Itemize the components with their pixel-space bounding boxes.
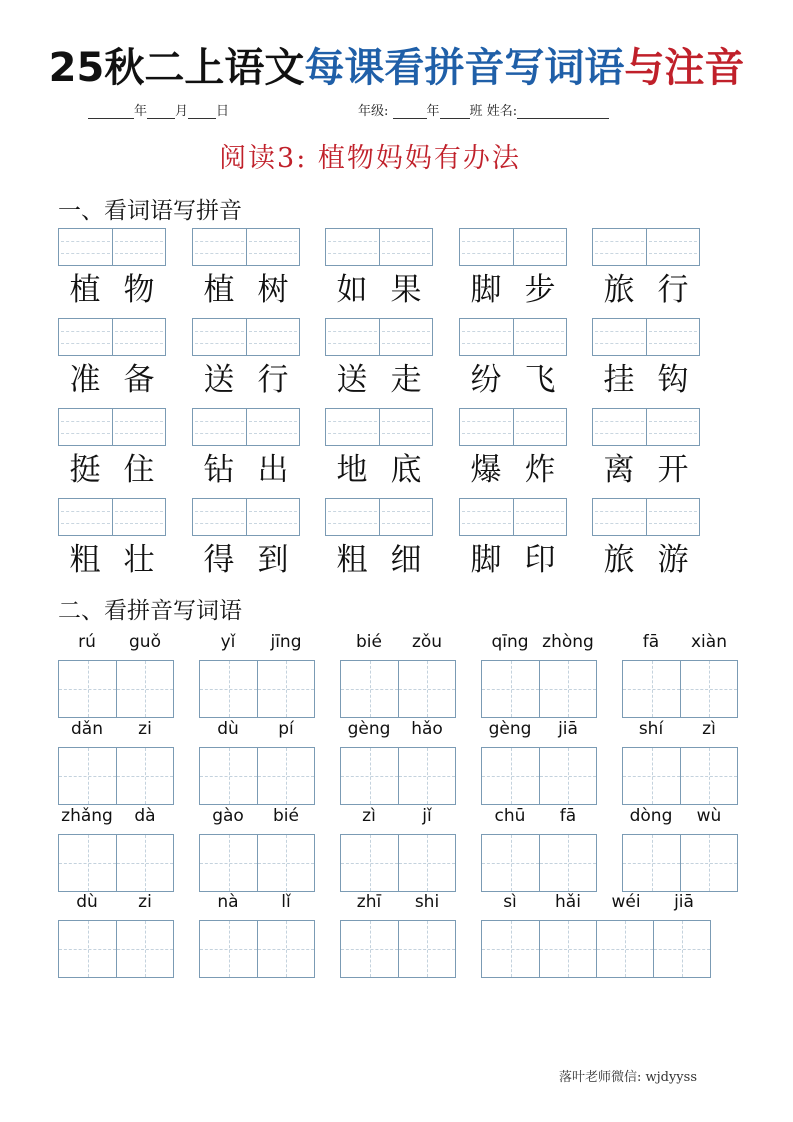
pinyin-syllable: wéi	[611, 892, 641, 912]
character-writing-cell[interactable]	[539, 748, 596, 804]
pinyin-syllable: chū	[494, 806, 526, 826]
word-character: 旅	[603, 542, 635, 578]
pinyin-syllable: rú	[78, 632, 96, 652]
word-character: 炸	[524, 452, 556, 488]
character-writing-cell[interactable]	[653, 921, 710, 977]
name-label: 姓名:	[486, 104, 518, 119]
pinyin-answer-box[interactable]	[459, 318, 567, 356]
pinyin-answer-cell[interactable]	[513, 229, 567, 265]
pinyin-prompt	[481, 719, 597, 739]
pinyin-answer-cell[interactable]	[193, 409, 246, 445]
pinyin-answer-cell[interactable]	[326, 409, 379, 445]
pinyin-answer-cell[interactable]	[379, 409, 433, 445]
character-answer-box[interactable]	[199, 834, 315, 892]
character-writing-cell[interactable]	[341, 661, 398, 717]
pinyin-answer-cell[interactable]	[593, 409, 646, 445]
pinyin-answer-box[interactable]	[325, 318, 433, 356]
section-1-heading: 一、看词语写拼音	[58, 198, 242, 224]
word-character: 挺	[69, 452, 101, 488]
pinyin-syllable: gào	[212, 806, 244, 826]
pinyin-prompt	[622, 719, 738, 739]
section-2-heading: 二、看拼音写词语	[58, 598, 242, 624]
pinyin-answer-cell[interactable]	[112, 409, 166, 445]
pinyin-syllable: zi	[138, 892, 152, 912]
word-character: 行	[657, 272, 689, 308]
word-character: 到	[257, 542, 289, 578]
character-answer-box[interactable]	[58, 747, 174, 805]
footer-contact: 落叶老师微信: wjdyyss	[558, 1070, 697, 1085]
pinyin-syllable: hǎi	[555, 892, 581, 912]
pinyin-prompt	[58, 719, 174, 739]
pinyin-answer-cell[interactable]	[59, 409, 112, 445]
character-answer-box[interactable]	[340, 920, 456, 978]
character-answer-box[interactable]	[622, 747, 738, 805]
pinyin-prompt	[199, 719, 315, 739]
character-writing-cell[interactable]	[482, 661, 539, 717]
character-answer-box[interactable]	[199, 920, 315, 978]
pinyin-prompt	[622, 806, 738, 826]
pinyin-syllable: zi	[138, 719, 152, 739]
pinyin-syllable: shi	[414, 892, 440, 912]
character-writing-cell[interactable]	[539, 921, 596, 977]
character-answer-box[interactable]	[199, 660, 315, 718]
lesson-title: 阅读3: 植物妈妈有办法	[219, 143, 521, 174]
pinyin-answer-cell[interactable]	[379, 319, 433, 355]
pinyin-answer-box[interactable]	[459, 408, 567, 446]
pinyin-answer-cell[interactable]	[646, 409, 700, 445]
pinyin-answer-cell[interactable]	[59, 319, 112, 355]
pinyin-answer-cell[interactable]	[246, 409, 300, 445]
character-answer-box[interactable]	[340, 834, 456, 892]
word-character: 地	[336, 452, 368, 488]
pinyin-syllable: bié	[356, 632, 382, 652]
pinyin-syllable: zì	[362, 806, 376, 826]
character-answer-box[interactable]	[481, 660, 597, 718]
word	[459, 270, 567, 310]
character-writing-cell[interactable]	[596, 921, 653, 977]
word-character: 开	[657, 452, 689, 488]
pinyin-syllable: jiā	[674, 892, 694, 912]
word-character: 游	[657, 542, 689, 578]
pinyin-syllable: jīng	[270, 632, 302, 652]
pinyin-prompt	[58, 632, 174, 652]
character-answer-box[interactable]	[58, 660, 174, 718]
pinyin-answer-cell[interactable]	[112, 229, 166, 265]
character-writing-cell[interactable]	[59, 921, 116, 977]
character-writing-cell[interactable]	[116, 661, 173, 717]
word	[325, 450, 433, 490]
pinyin-answer-cell[interactable]	[112, 499, 166, 535]
pinyin-answer-cell[interactable]	[646, 319, 700, 355]
pinyin-prompt	[58, 806, 174, 826]
pinyin-answer-cell[interactable]	[646, 229, 700, 265]
pinyin-syllable: dù	[76, 892, 98, 912]
word-character: 送	[203, 362, 235, 398]
pinyin-answer-cell[interactable]	[460, 229, 513, 265]
pinyin-prompt	[340, 719, 456, 739]
word-character: 脚	[470, 542, 502, 578]
pinyin-prompt	[340, 632, 456, 652]
word-character: 钻	[203, 452, 235, 488]
character-writing-cell[interactable]	[257, 921, 314, 977]
pinyin-answer-box[interactable]	[192, 228, 300, 266]
pinyin-syllable: yǐ	[220, 632, 236, 652]
character-writing-cell[interactable]	[200, 661, 257, 717]
word	[192, 360, 300, 400]
character-writing-cell[interactable]	[200, 748, 257, 804]
character-writing-cell[interactable]	[257, 661, 314, 717]
character-answer-box[interactable]	[199, 747, 315, 805]
character-writing-cell[interactable]	[116, 748, 173, 804]
pinyin-syllable: sì	[503, 892, 517, 912]
word	[592, 450, 700, 490]
pinyin-syllable: dà	[134, 806, 156, 826]
pinyin-answer-cell[interactable]	[59, 499, 112, 535]
character-answer-box[interactable]	[622, 660, 738, 718]
character-writing-cell[interactable]	[680, 835, 737, 891]
word-character: 飞	[524, 362, 556, 398]
date-day-label: 日	[216, 104, 230, 119]
word-character: 行	[257, 362, 289, 398]
word-character: 纷	[470, 362, 502, 398]
class-label: 班	[469, 104, 483, 119]
character-writing-cell[interactable]	[482, 921, 539, 977]
pinyin-syllable: dù	[217, 719, 239, 739]
character-answer-box[interactable]	[340, 660, 456, 718]
character-writing-cell[interactable]	[341, 835, 398, 891]
pinyin-answer-cell[interactable]	[379, 229, 433, 265]
character-writing-cell[interactable]	[539, 661, 596, 717]
character-writing-cell[interactable]	[116, 835, 173, 891]
page-title	[0, 36, 793, 93]
pinyin-answer-box[interactable]	[325, 408, 433, 446]
pinyin-answer-cell[interactable]	[513, 319, 567, 355]
word-character: 出	[257, 452, 289, 488]
pinyin-answer-box[interactable]	[192, 498, 300, 536]
pinyin-prompt	[199, 892, 315, 912]
word-character: 粗	[336, 542, 368, 578]
character-writing-cell[interactable]	[539, 835, 596, 891]
word	[459, 540, 567, 580]
character-writing-cell[interactable]	[116, 921, 173, 977]
pinyin-answer-box[interactable]	[58, 318, 166, 356]
pinyin-answer-cell[interactable]	[112, 319, 166, 355]
word-character: 物	[123, 272, 155, 308]
word	[192, 270, 300, 310]
pinyin-syllable: zhī	[356, 892, 382, 912]
grade-blank[interactable]	[393, 104, 427, 119]
character-writing-cell[interactable]	[398, 661, 455, 717]
pinyin-answer-box[interactable]	[325, 228, 433, 266]
pinyin-prompt	[199, 632, 315, 652]
word-character: 钩	[657, 362, 689, 398]
pinyin-answer-box[interactable]	[325, 498, 433, 536]
word-character: 印	[524, 542, 556, 578]
pinyin-syllable: gèng	[488, 719, 532, 739]
pinyin-answer-cell[interactable]	[593, 499, 646, 535]
character-writing-cell[interactable]	[680, 661, 737, 717]
pinyin-answer-cell[interactable]	[246, 319, 300, 355]
pinyin-answer-cell[interactable]	[59, 229, 112, 265]
pinyin-answer-box[interactable]	[592, 228, 700, 266]
character-writing-cell[interactable]	[623, 661, 680, 717]
word-character: 挂	[603, 362, 635, 398]
pinyin-answer-cell[interactable]	[593, 319, 646, 355]
pinyin-answer-cell[interactable]	[326, 499, 379, 535]
pinyin-prompt	[340, 892, 456, 912]
pinyin-syllable: nà	[217, 892, 239, 912]
pinyin-prompt	[622, 632, 738, 652]
pinyin-answer-cell[interactable]	[193, 229, 246, 265]
word-character: 底	[390, 452, 422, 488]
character-writing-cell[interactable]	[482, 748, 539, 804]
pinyin-answer-cell[interactable]	[326, 319, 379, 355]
word	[325, 360, 433, 400]
pinyin-answer-cell[interactable]	[460, 409, 513, 445]
pinyin-answer-box[interactable]	[58, 408, 166, 446]
character-writing-cell[interactable]	[398, 748, 455, 804]
word-character: 送	[336, 362, 368, 398]
pinyin-prompt	[199, 806, 315, 826]
year-blank[interactable]	[88, 104, 134, 119]
word	[58, 540, 166, 580]
pinyin-syllable: zhǎng	[61, 806, 113, 826]
month-blank[interactable]	[147, 104, 175, 119]
character-writing-cell[interactable]	[623, 748, 680, 804]
date-year-label: 年	[134, 104, 148, 119]
character-writing-cell[interactable]	[59, 835, 116, 891]
word	[58, 450, 166, 490]
word	[325, 540, 433, 580]
word	[58, 360, 166, 400]
word-character: 细	[390, 542, 422, 578]
word-character: 备	[123, 362, 155, 398]
pinyin-syllable: zǒu	[411, 632, 443, 652]
pinyin-syllable: jǐ	[422, 806, 432, 826]
pinyin-answer-cell[interactable]	[460, 319, 513, 355]
pinyin-answer-cell[interactable]	[379, 499, 433, 535]
word-character: 树	[257, 272, 289, 308]
character-writing-cell[interactable]	[257, 748, 314, 804]
title-part-3: 与注音	[624, 45, 745, 91]
pinyin-answer-cell[interactable]	[193, 319, 246, 355]
pinyin-answer-cell[interactable]	[646, 499, 700, 535]
character-answer-box[interactable]	[622, 834, 738, 892]
word-character: 步	[524, 272, 556, 308]
character-answer-box[interactable]	[340, 747, 456, 805]
character-answer-box[interactable]	[58, 834, 174, 892]
pinyin-syllable: bié	[273, 806, 299, 826]
pinyin-answer-box[interactable]	[58, 498, 166, 536]
pinyin-answer-box[interactable]	[192, 408, 300, 446]
pinyin-syllable: dòng	[629, 806, 673, 826]
name-blank[interactable]	[517, 104, 609, 119]
word	[325, 270, 433, 310]
pinyin-syllable: fā	[642, 632, 660, 652]
student-info-line	[358, 100, 609, 119]
day-blank[interactable]	[188, 104, 216, 119]
word-character: 脚	[470, 272, 502, 308]
pinyin-answer-cell[interactable]	[513, 499, 567, 535]
pinyin-answer-box[interactable]	[592, 318, 700, 356]
character-writing-cell[interactable]	[59, 748, 116, 804]
pinyin-answer-cell[interactable]	[326, 229, 379, 265]
word	[192, 450, 300, 490]
character-writing-cell[interactable]	[341, 748, 398, 804]
character-writing-cell[interactable]	[482, 835, 539, 891]
character-writing-cell[interactable]	[398, 921, 455, 977]
pinyin-answer-box[interactable]	[459, 498, 567, 536]
word	[592, 540, 700, 580]
pinyin-answer-cell[interactable]	[460, 499, 513, 535]
pinyin-syllable: lǐ	[281, 892, 291, 912]
pinyin-answer-box[interactable]	[592, 408, 700, 446]
character-answer-box[interactable]	[481, 834, 597, 892]
title-part-1: 25秋二上语文	[48, 45, 305, 91]
character-writing-cell[interactable]	[59, 661, 116, 717]
pinyin-syllable: gèng	[347, 719, 391, 739]
character-writing-cell[interactable]	[200, 835, 257, 891]
grade-label: 年级:	[358, 104, 389, 119]
character-answer-box[interactable]	[481, 747, 597, 805]
pinyin-syllable: jiā	[558, 719, 578, 739]
grade-year-label: 年	[426, 104, 440, 119]
pinyin-answer-box[interactable]	[192, 318, 300, 356]
pinyin-answer-cell[interactable]	[246, 229, 300, 265]
character-writing-cell[interactable]	[341, 921, 398, 977]
word-character: 植	[69, 272, 101, 308]
pinyin-syllable: xiàn	[691, 632, 727, 652]
pinyin-syllable: pí	[278, 719, 294, 739]
pinyin-syllable: fā	[559, 806, 577, 826]
character-writing-cell[interactable]	[680, 748, 737, 804]
pinyin-answer-box[interactable]	[459, 228, 567, 266]
date-line	[88, 100, 229, 119]
character-answer-box[interactable]	[481, 920, 711, 978]
pinyin-answer-cell[interactable]	[193, 499, 246, 535]
word-character: 离	[603, 452, 635, 488]
word-character: 旅	[603, 272, 635, 308]
class-blank[interactable]	[440, 104, 470, 119]
word	[592, 270, 700, 310]
character-writing-cell[interactable]	[200, 921, 257, 977]
pinyin-syllable: hǎo	[411, 719, 443, 739]
character-writing-cell[interactable]	[398, 835, 455, 891]
date-month-label: 月	[175, 104, 189, 119]
word	[459, 450, 567, 490]
word-character: 走	[390, 362, 422, 398]
word-character: 壮	[123, 542, 155, 578]
pinyin-answer-cell[interactable]	[593, 229, 646, 265]
word-character: 粗	[69, 542, 101, 578]
word	[459, 360, 567, 400]
pinyin-syllable: zhòng	[542, 632, 594, 652]
character-answer-box[interactable]	[58, 920, 174, 978]
word-character: 准	[69, 362, 101, 398]
pinyin-prompt	[481, 632, 597, 652]
word	[58, 270, 166, 310]
pinyin-prompt	[481, 806, 597, 826]
word-character: 如	[336, 272, 368, 308]
pinyin-syllable: shí	[638, 719, 664, 739]
pinyin-syllable: qīng	[491, 632, 529, 652]
word	[592, 360, 700, 400]
pinyin-prompt	[340, 806, 456, 826]
word-character: 得	[203, 542, 235, 578]
pinyin-syllable: dǎn	[71, 719, 103, 739]
word-character: 爆	[470, 452, 502, 488]
character-writing-cell[interactable]	[257, 835, 314, 891]
title-part-2: 每课看拼音写词语	[304, 45, 625, 91]
pinyin-prompt	[481, 892, 713, 912]
pinyin-answer-cell[interactable]	[513, 409, 567, 445]
pinyin-prompt	[58, 892, 174, 912]
word	[192, 540, 300, 580]
word-character: 果	[390, 272, 422, 308]
pinyin-answer-box[interactable]	[58, 228, 166, 266]
pinyin-answer-box[interactable]	[592, 498, 700, 536]
pinyin-syllable: wù	[696, 806, 722, 826]
pinyin-syllable: guǒ	[129, 632, 161, 652]
word-character: 住	[123, 452, 155, 488]
word-character: 植	[203, 272, 235, 308]
pinyin-syllable: zì	[702, 719, 716, 739]
pinyin-answer-cell[interactable]	[246, 499, 300, 535]
character-writing-cell[interactable]	[623, 835, 680, 891]
